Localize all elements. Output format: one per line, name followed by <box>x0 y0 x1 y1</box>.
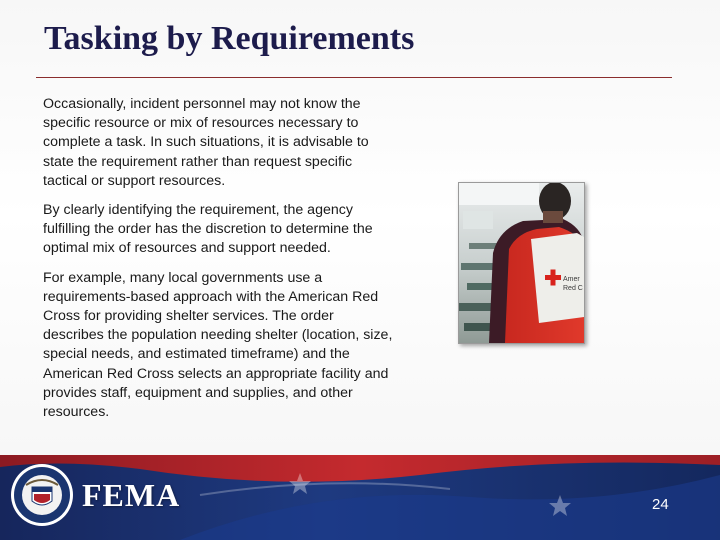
svg-text:Amer: Amer <box>563 276 580 283</box>
dhs-seal-icon <box>10 463 74 527</box>
red-cross-volunteer-photo <box>458 182 585 344</box>
footer-banner <box>0 455 720 540</box>
title-divider <box>36 77 672 78</box>
fema-logo: FEMA <box>82 477 181 513</box>
svg-text:Red C: Red C <box>563 285 583 292</box>
page-number: 24 <box>652 496 669 513</box>
paragraph-3: For example, many local governments use a requirements-based approach with the American Red Cross for providing shelter services. The order describes the population needing shelter (location, size, special needs, and estimated timeframe) and the American Red Cross selects an appropriate facility and provides staff, equipment and supplies, and other resources. <box>43 269 393 421</box>
paragraph-2: By clearly identifying the requirement, the agency fulfilling the order has the discretion to determine the optimal mix of resources and support needed. <box>43 202 373 257</box>
slide-body <box>43 95 398 432</box>
paragraph-1: Occasionally, incident personnel may not know the specific resource or mix of resources necessary to complete a task. In such situations, it is advisable to state the requirement rather than request specific tactical or support resources. <box>43 96 369 189</box>
slide-title: Tasking by Requirements <box>44 20 415 57</box>
